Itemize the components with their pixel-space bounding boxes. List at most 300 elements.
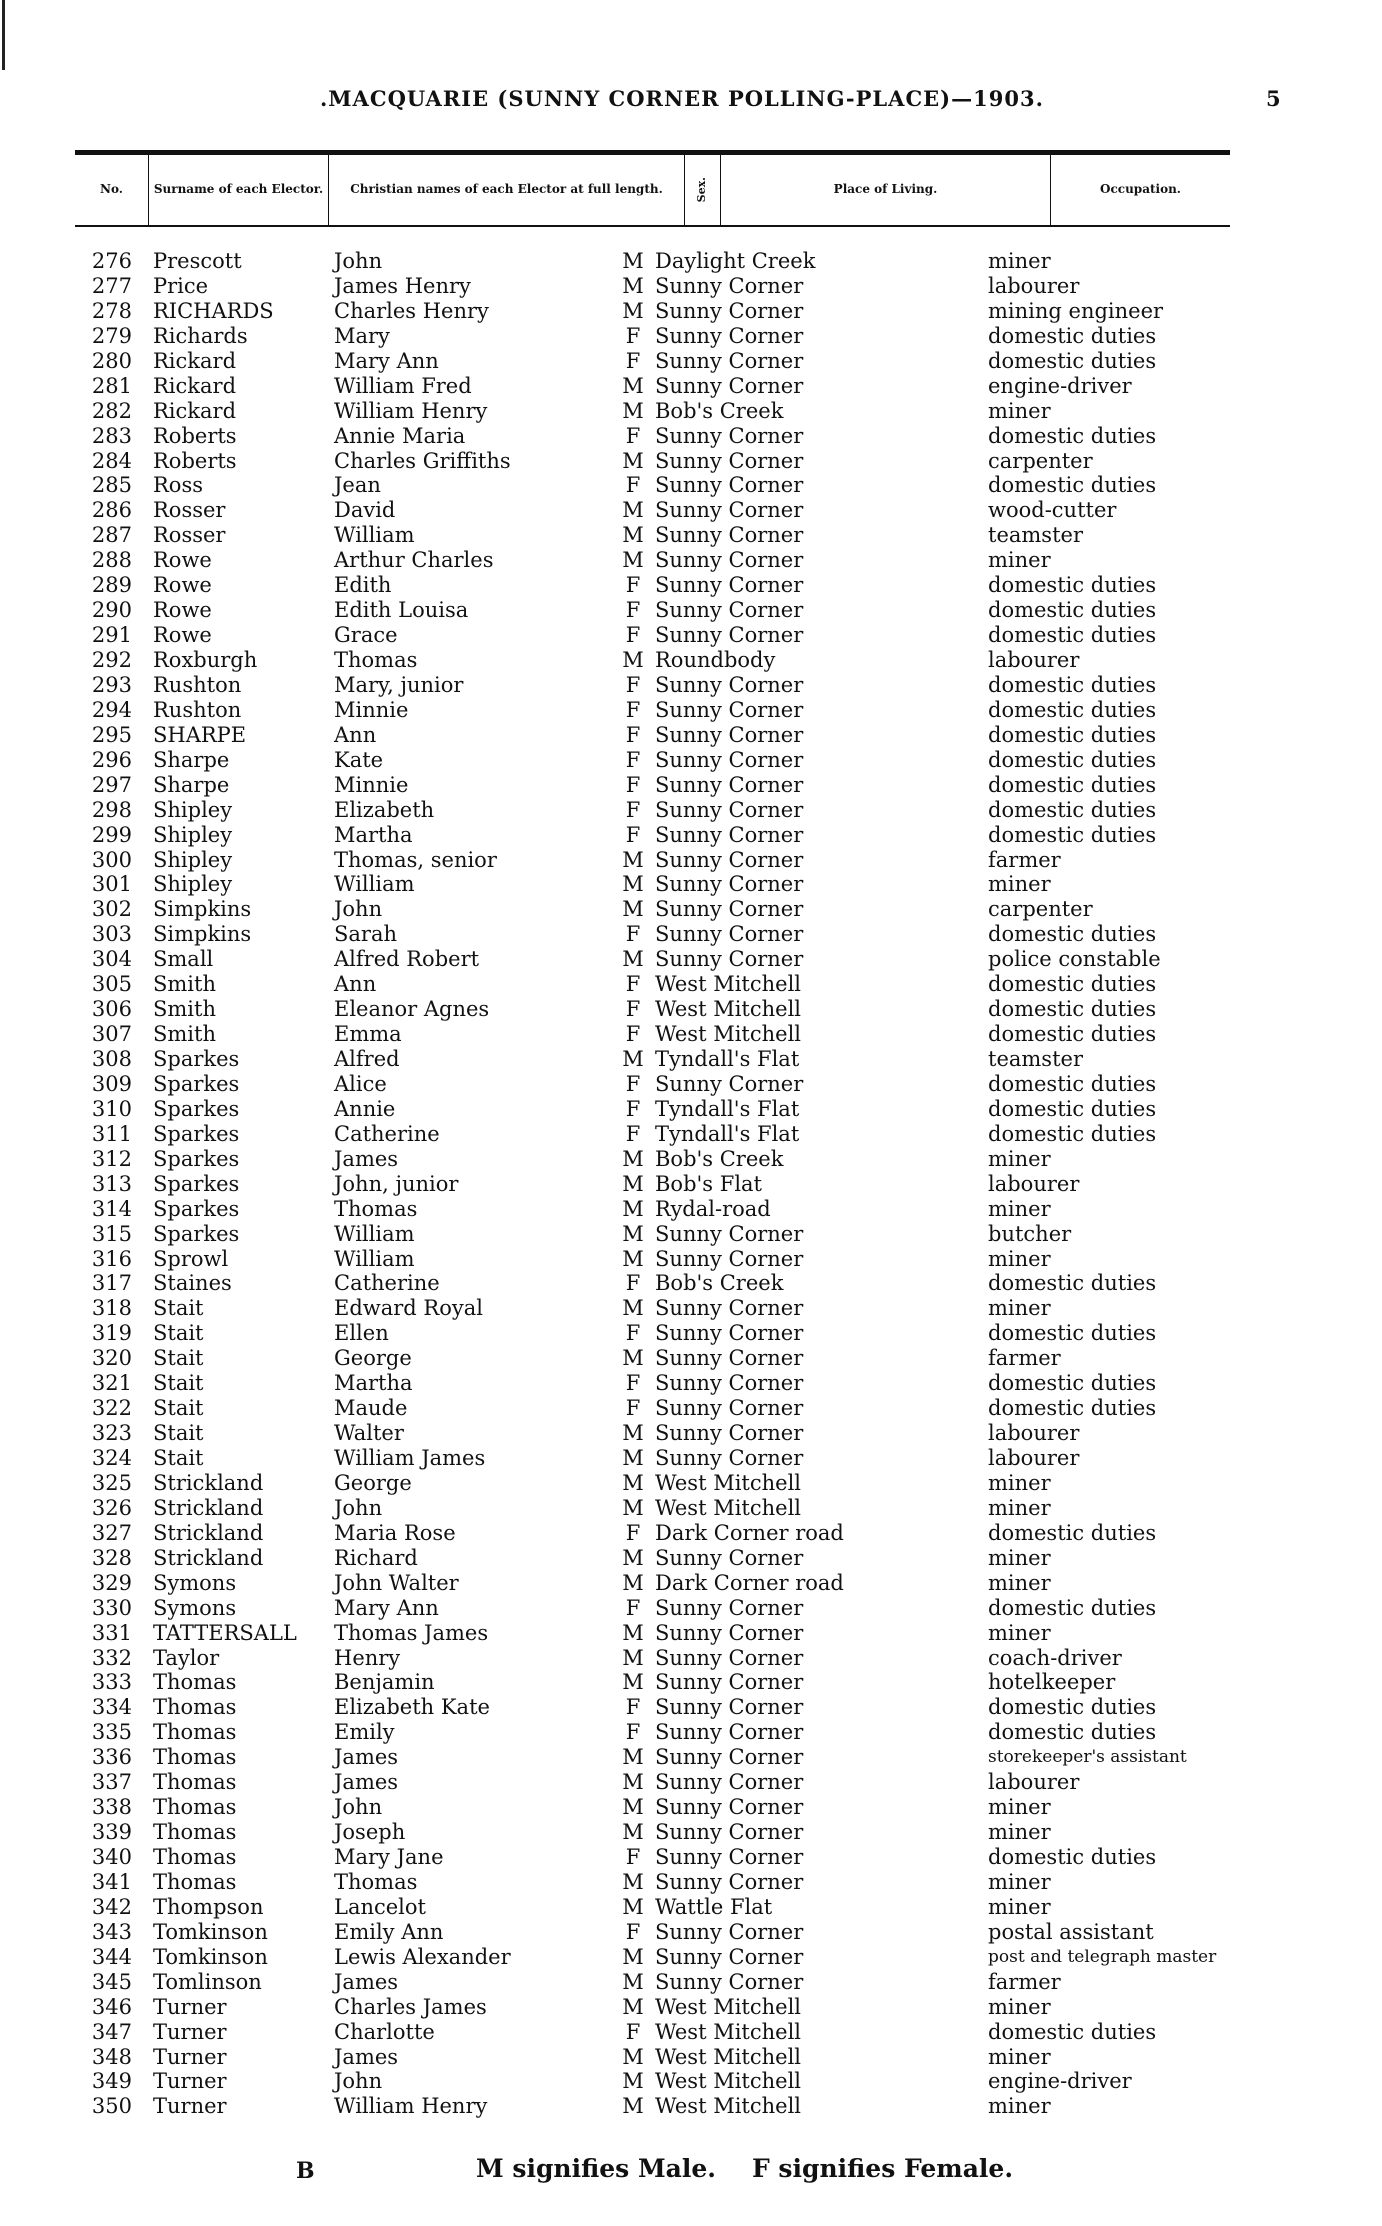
elector-christian-names: Emma	[334, 1022, 402, 1047]
elector-sex: M	[622, 847, 644, 872]
elector-place-of-living: Sunny Corner	[655, 1845, 804, 1869]
elector-number: 312	[91, 1146, 132, 1171]
elector-occupation: labourer	[988, 1171, 1080, 1196]
elector-christian-names: Mary	[334, 323, 390, 348]
elector-number: 292	[91, 648, 132, 672]
elector-surname: Turner	[153, 2069, 227, 2094]
elector-christian-names: Charles James	[334, 1994, 487, 2019]
table-row	[0, 1820, 1382, 1845]
table-row	[0, 1995, 1382, 2020]
elector-surname: Thomas	[153, 1845, 237, 1869]
elector-christian-names: John	[334, 1795, 383, 1820]
elector-sex: F	[625, 722, 641, 747]
elector-number: 291	[91, 623, 132, 648]
elector-surname: Strickland	[153, 1495, 264, 1520]
elector-occupation: domestic duties	[988, 573, 1157, 598]
elector-place-of-living: Sunny Corner	[655, 1720, 804, 1745]
elector-place-of-living: Sunny Corner	[655, 1645, 804, 1670]
elector-occupation: engine-driver	[988, 2069, 1132, 2094]
elector-number: 331	[91, 1620, 132, 1645]
table-row	[0, 1770, 1382, 1795]
elector-place-of-living: Sunny Corner	[655, 897, 804, 922]
elector-surname: Shipley	[153, 797, 233, 822]
signature-letter: B	[296, 2158, 315, 2184]
elector-surname: Prescott	[153, 249, 242, 273]
table-row	[0, 1097, 1382, 1122]
elector-surname: Price	[153, 273, 209, 298]
elector-surname: Smith	[153, 972, 216, 997]
elector-place-of-living: Sunny Corner	[655, 348, 804, 373]
elector-number: 309	[91, 1071, 132, 1096]
page-number: 5	[1266, 86, 1281, 111]
elector-place-of-living: Sunny Corner	[655, 1795, 804, 1820]
elector-surname: Stait	[153, 1446, 204, 1470]
elector-surname: Shipley	[153, 822, 233, 847]
elector-sex: M	[622, 1894, 644, 1919]
elector-christian-names: Charles Henry	[334, 298, 489, 323]
elector-occupation: domestic duties	[988, 1022, 1157, 1047]
elector-christian-names: Jean	[334, 473, 381, 498]
elector-number: 285	[91, 473, 132, 498]
elector-occupation: carpenter	[988, 897, 1093, 922]
elector-number: 299	[91, 822, 132, 847]
elector-sex: M	[622, 1944, 644, 1969]
table-row	[0, 1371, 1382, 1396]
elector-surname: Rowe	[153, 548, 212, 573]
elector-occupation: domestic duties	[988, 1520, 1157, 1545]
elector-christian-names: Alfred Robert	[334, 947, 480, 972]
elector-occupation: labourer	[988, 1770, 1080, 1795]
elector-christian-names: Minnie	[334, 697, 409, 722]
elector-place-of-living: Sunny Corner	[655, 498, 804, 523]
elector-occupation: police constable	[988, 947, 1161, 972]
table-row	[0, 1072, 1382, 1097]
elector-surname: Turner	[153, 2019, 227, 2044]
elector-occupation: post and telegraph master	[988, 1946, 1217, 1967]
elector-christian-names: Eleanor Agnes	[334, 997, 490, 1022]
elector-occupation: domestic duties	[988, 822, 1157, 847]
elector-occupation: miner	[988, 1570, 1051, 1595]
table-row	[0, 374, 1382, 399]
table-row	[0, 1446, 1382, 1471]
elector-christian-names: Sarah	[334, 922, 397, 947]
elector-number: 322	[91, 1396, 132, 1421]
elector-sex: M	[622, 1221, 644, 1246]
elector-place-of-living: Sunny Corner	[655, 1919, 804, 1944]
elector-sex: M	[622, 2094, 644, 2119]
elector-occupation: miner	[988, 1869, 1051, 1894]
elector-surname: Stait	[153, 1346, 204, 1371]
elector-occupation: coach-driver	[988, 1645, 1122, 1670]
elector-sex: F	[625, 1121, 641, 1146]
table-row	[0, 249, 1382, 274]
elector-christian-names: Thomas, senior	[334, 847, 497, 872]
table-row	[0, 1621, 1382, 1646]
elector-sex: F	[625, 1520, 641, 1545]
elector-place-of-living: Sunny Corner	[655, 448, 804, 473]
elector-christian-names: John	[334, 2069, 383, 2094]
elector-sex: F	[625, 922, 641, 947]
elector-number: 343	[91, 1919, 132, 1944]
elector-surname: Symons	[153, 1595, 237, 1620]
table-row	[0, 299, 1382, 324]
elector-surname: Thomas	[153, 1795, 237, 1820]
table-row	[0, 573, 1382, 598]
elector-christian-names: Edith	[334, 573, 392, 598]
elector-number: 314	[91, 1196, 132, 1221]
elector-surname: Rickard	[153, 348, 237, 373]
elector-place-of-living: Sunny Corner	[655, 922, 804, 947]
table-row	[0, 1172, 1382, 1197]
elector-place-of-living: Sunny Corner	[655, 797, 804, 822]
elector-occupation: domestic duties	[988, 598, 1157, 623]
elector-christian-names: Mary Jane	[334, 1845, 444, 1869]
elector-occupation: miner	[988, 548, 1051, 573]
elector-surname: Sparkes	[153, 1171, 240, 1196]
elector-surname: Sparkes	[153, 1071, 240, 1096]
elector-number: 276	[91, 249, 132, 273]
table-row	[0, 498, 1382, 523]
elector-christian-names: James	[334, 1146, 399, 1171]
elector-number: 346	[91, 1994, 132, 2019]
elector-number: 337	[91, 1770, 132, 1795]
elector-place-of-living: Sunny Corner	[655, 623, 804, 648]
elector-occupation: domestic duties	[988, 423, 1157, 448]
elector-christian-names: Minnie	[334, 772, 409, 797]
elector-sex: F	[625, 323, 641, 348]
table-row	[0, 897, 1382, 922]
elector-number: 338	[91, 1795, 132, 1820]
elector-number: 323	[91, 1421, 132, 1446]
elector-surname: Rowe	[153, 598, 212, 623]
elector-surname: Sparkes	[153, 1047, 240, 1071]
elector-christian-names: William James	[334, 1446, 486, 1470]
elector-surname: Roxburgh	[153, 648, 258, 672]
elector-number: 280	[91, 348, 132, 373]
elector-occupation: farmer	[988, 1969, 1061, 1994]
elector-christian-names: William Henry	[334, 398, 488, 423]
elector-place-of-living: Sunny Corner	[655, 548, 804, 573]
elector-christian-names: James	[334, 1745, 399, 1770]
elector-christian-names: Martha	[334, 1371, 413, 1396]
elector-sex: F	[625, 1321, 641, 1346]
header-sex	[685, 155, 721, 225]
elector-surname: Smith	[153, 997, 216, 1022]
elector-occupation: domestic duties	[988, 1321, 1157, 1346]
elector-place-of-living: West Mitchell	[655, 2019, 801, 2044]
elector-place-of-living: Tyndall's Flat	[655, 1121, 800, 1146]
elector-surname: Richards	[153, 323, 248, 348]
elector-number: 284	[91, 448, 132, 473]
elector-sex: M	[622, 1820, 644, 1845]
elector-sex: M	[622, 1421, 644, 1446]
elector-occupation: domestic duties	[988, 1695, 1157, 1720]
table-row	[0, 1321, 1382, 1346]
elector-sex: M	[622, 2069, 644, 2094]
elector-christian-names: Annie Maria	[334, 423, 466, 448]
elector-christian-names: John, junior	[334, 1171, 459, 1196]
table-row	[0, 1845, 1382, 1870]
table-row	[0, 1795, 1382, 1820]
table-row	[0, 1122, 1382, 1147]
elector-occupation: miner	[988, 1296, 1051, 1321]
elector-sex: F	[625, 797, 641, 822]
elector-occupation: miner	[988, 1620, 1051, 1645]
elector-occupation: domestic duties	[988, 1845, 1157, 1869]
elector-occupation: domestic duties	[988, 672, 1157, 697]
column-header-row	[75, 150, 1230, 227]
elector-sex: M	[622, 1570, 644, 1595]
elector-place-of-living: Sunny Corner	[655, 1071, 804, 1096]
header-no: No.	[75, 155, 149, 225]
elector-occupation: domestic duties	[988, 1371, 1157, 1396]
table-row	[0, 1920, 1382, 1945]
elector-number: 339	[91, 1820, 132, 1845]
elector-occupation: domestic duties	[988, 1595, 1157, 1620]
elector-christian-names: Mary Ann	[334, 348, 439, 373]
elector-surname: Staines	[153, 1271, 232, 1296]
elector-sex: M	[622, 1670, 644, 1695]
elector-place-of-living: West Mitchell	[655, 1495, 801, 1520]
elector-christian-names: George	[334, 1346, 412, 1371]
elector-christian-names: John Walter	[334, 1570, 459, 1595]
elector-place-of-living: Sunny Corner	[655, 1296, 804, 1321]
elector-surname: Sparkes	[153, 1121, 240, 1146]
elector-number: 326	[91, 1495, 132, 1520]
elector-occupation: miner	[988, 872, 1051, 897]
header-place-of-living: Place of Living.	[721, 155, 1051, 225]
legend-male: M signifies Male.	[476, 2154, 716, 2183]
elector-number: 320	[91, 1346, 132, 1371]
elector-occupation: labourer	[988, 648, 1080, 672]
elector-occupation: miner	[988, 2044, 1051, 2069]
elector-surname: Rushton	[153, 672, 242, 697]
elector-surname: Shipley	[153, 847, 233, 872]
elector-surname: Tomkinson	[153, 1919, 268, 1944]
table-row	[0, 449, 1382, 474]
elector-place-of-living: Sunny Corner	[655, 947, 804, 972]
elector-place-of-living: Sunny Corner	[655, 1670, 804, 1695]
elector-place-of-living: Sunny Corner	[655, 822, 804, 847]
elector-occupation: domestic duties	[988, 972, 1157, 997]
elector-place-of-living: Sunny Corner	[655, 598, 804, 623]
elector-occupation: miner	[988, 1795, 1051, 1820]
elector-sex: M	[622, 1446, 644, 1470]
elector-surname: Thompson	[153, 1894, 264, 1919]
elector-sex: M	[622, 1994, 644, 2019]
elector-sex: F	[625, 1371, 641, 1396]
elector-christian-names: Annie	[334, 1096, 396, 1121]
elector-surname: SHARPE	[153, 722, 247, 747]
elector-christian-names: Thomas	[334, 1196, 418, 1221]
table-row	[0, 723, 1382, 748]
elector-surname: Thomas	[153, 1820, 237, 1845]
table-row	[0, 1047, 1382, 1072]
elector-number: 324	[91, 1446, 132, 1470]
table-row	[0, 1247, 1382, 1272]
elector-number: 311	[91, 1121, 132, 1146]
elector-number: 336	[91, 1745, 132, 1770]
elector-sex: F	[625, 972, 641, 997]
table-row	[0, 1596, 1382, 1621]
elector-sex: M	[622, 1770, 644, 1795]
table-row	[0, 1521, 1382, 1546]
elector-occupation: storekeeper's assistant	[988, 1747, 1187, 1768]
elector-number: 293	[91, 672, 132, 697]
elector-place-of-living: Sunny Corner	[655, 1396, 804, 1421]
table-row	[0, 823, 1382, 848]
elector-number: 348	[91, 2044, 132, 2069]
elector-place-of-living: Bob's Creek	[655, 1271, 784, 1296]
elector-surname: Stait	[153, 1421, 204, 1446]
elector-occupation: miner	[988, 1470, 1051, 1495]
elector-surname: Sharpe	[153, 772, 230, 797]
elector-sex: M	[622, 2044, 644, 2069]
table-row	[0, 349, 1382, 374]
table-row	[0, 1695, 1382, 1720]
elector-number: 296	[91, 747, 132, 772]
elector-christian-names: Charlotte	[334, 2019, 435, 2044]
elector-christian-names: Emily Ann	[334, 1919, 444, 1944]
table-row	[0, 773, 1382, 798]
elector-christian-names: Elizabeth	[334, 797, 435, 822]
elector-place-of-living: Sunny Corner	[655, 1221, 804, 1246]
elector-place-of-living: Sunny Corner	[655, 1620, 804, 1645]
elector-occupation: labourer	[988, 1421, 1080, 1446]
elector-christian-names: William	[334, 523, 415, 548]
elector-number: 332	[91, 1645, 132, 1670]
elector-number: 315	[91, 1221, 132, 1246]
table-row	[0, 473, 1382, 498]
elector-occupation: mining engineer	[988, 298, 1164, 323]
elector-surname: Sparkes	[153, 1096, 240, 1121]
elector-number: 290	[91, 598, 132, 623]
elector-sex: M	[622, 1171, 644, 1196]
elector-sex: F	[625, 1919, 641, 1944]
elector-sex: M	[622, 523, 644, 548]
elector-place-of-living: Sunny Corner	[655, 697, 804, 722]
elector-occupation: carpenter	[988, 448, 1093, 473]
elector-place-of-living: Sunny Corner	[655, 373, 804, 398]
elector-number: 317	[91, 1271, 132, 1296]
elector-sex: M	[622, 448, 644, 473]
elector-place-of-living: Sunny Corner	[655, 722, 804, 747]
elector-place-of-living: Bob's Flat	[655, 1171, 762, 1196]
elector-christian-names: Maria Rose	[334, 1520, 456, 1545]
elector-sex: M	[622, 1296, 644, 1321]
elector-place-of-living: Sunny Corner	[655, 672, 804, 697]
elector-list	[0, 249, 1382, 2119]
elector-place-of-living: West Mitchell	[655, 972, 801, 997]
page-title: .MACQUARIE (SUNNY CORNER POLLING-PLACE)—1903.	[320, 86, 1044, 111]
elector-sex: F	[625, 1720, 641, 1745]
table-row	[0, 922, 1382, 947]
elector-number: 304	[91, 947, 132, 972]
elector-place-of-living: Sunny Corner	[655, 473, 804, 498]
elector-surname: Turner	[153, 2044, 227, 2069]
elector-place-of-living: Sunny Corner	[655, 1595, 804, 1620]
elector-christian-names: Alice	[334, 1071, 387, 1096]
elector-number: 308	[91, 1047, 132, 1071]
elector-christian-names: Ann	[334, 972, 377, 997]
table-row	[0, 1022, 1382, 1047]
elector-surname: Simpkins	[153, 897, 252, 922]
edge-mark	[2, 0, 5, 70]
table-row	[0, 1571, 1382, 1596]
elector-occupation: domestic duties	[988, 1071, 1157, 1096]
elector-surname: Thomas	[153, 1770, 237, 1795]
elector-surname: Rowe	[153, 573, 212, 598]
table-row	[0, 2069, 1382, 2094]
elector-place-of-living: Sunny Corner	[655, 1770, 804, 1795]
elector-number: 297	[91, 772, 132, 797]
elector-occupation: miner	[988, 1246, 1051, 1271]
header-sex-label: Sex.	[695, 177, 709, 203]
elector-occupation: domestic duties	[988, 1096, 1157, 1121]
elector-occupation: farmer	[988, 847, 1061, 872]
elector-surname: Sprowl	[153, 1246, 229, 1271]
elector-occupation: domestic duties	[988, 722, 1157, 747]
elector-occupation: domestic duties	[988, 1720, 1157, 1745]
table-row	[0, 1147, 1382, 1172]
elector-place-of-living: Sunny Corner	[655, 523, 804, 548]
elector-christian-names: Benjamin	[334, 1670, 435, 1695]
elector-number: 306	[91, 997, 132, 1022]
elector-occupation: miner	[988, 1545, 1051, 1570]
elector-surname: Thomas	[153, 1720, 237, 1745]
elector-sex: F	[625, 1396, 641, 1421]
elector-christian-names: Lewis Alexander	[334, 1944, 511, 1969]
table-row	[0, 748, 1382, 773]
elector-occupation: postal assistant	[988, 1919, 1154, 1944]
table-row	[0, 523, 1382, 548]
elector-occupation: miner	[988, 2094, 1051, 2119]
elector-occupation: teamster	[988, 523, 1083, 548]
elector-christian-names: Joseph	[334, 1820, 406, 1845]
elector-place-of-living: West Mitchell	[655, 2044, 801, 2069]
table-row	[0, 274, 1382, 299]
elector-place-of-living: Sunny Corner	[655, 1545, 804, 1570]
elector-christian-names: William	[334, 1246, 415, 1271]
elector-sex: F	[625, 1695, 641, 1720]
elector-christian-names: Elizabeth Kate	[334, 1695, 490, 1720]
elector-surname: Tomkinson	[153, 1944, 268, 1969]
elector-surname: Roberts	[153, 423, 237, 448]
elector-sex: F	[625, 1071, 641, 1096]
elector-surname: Ross	[153, 473, 204, 498]
elector-surname: Sparkes	[153, 1221, 240, 1246]
elector-occupation: butcher	[988, 1221, 1072, 1246]
elector-occupation: engine-driver	[988, 373, 1132, 398]
elector-christian-names: Ellen	[334, 1321, 389, 1346]
elector-surname: Smith	[153, 1022, 216, 1047]
elector-place-of-living: Sunny Corner	[655, 423, 804, 448]
elector-place-of-living: Wattle Flat	[655, 1894, 773, 1919]
table-row	[0, 1346, 1382, 1371]
elector-number: 316	[91, 1246, 132, 1271]
elector-place-of-living: Daylight Creek	[655, 249, 816, 273]
elector-sex: M	[622, 249, 644, 273]
elector-sex: F	[625, 822, 641, 847]
table-row	[0, 673, 1382, 698]
elector-surname: Stait	[153, 1296, 204, 1321]
elector-christian-names: William Henry	[334, 2094, 488, 2119]
elector-sex: M	[622, 872, 644, 897]
elector-christian-names: Catherine	[334, 1271, 440, 1296]
elector-surname: Sparkes	[153, 1196, 240, 1221]
table-row	[0, 1496, 1382, 1521]
elector-occupation: wood-cutter	[988, 498, 1117, 523]
